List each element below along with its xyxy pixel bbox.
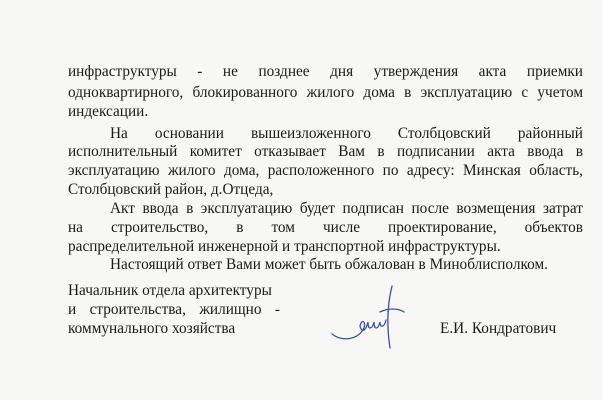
position-title-line: Начальник отдела архитектуры	[68, 282, 272, 299]
text-line: распределительной инженерной и транспортной инфраструктуры.	[68, 238, 501, 255]
text-line: эксплуатацию жилого дома, расположенного по адресу: Минская область,	[68, 162, 583, 179]
text-line: индексации.	[68, 103, 149, 120]
paragraph-start: Акт ввода в эксплуатацию будет подписан после возмещения затрат	[110, 200, 583, 217]
signatory-name: Е.И. Кондратович	[440, 320, 557, 337]
text-line: исполнительный комитет отказывает Вам в подписании акта ввода в	[68, 143, 583, 160]
text-line: Столбцовский район, д.Отцеда,	[68, 181, 274, 198]
position-title-line: коммунального хозяйства	[68, 320, 236, 337]
text-line: на строительство, в том числе проектирование, объектов	[68, 219, 583, 236]
text-line: одноквартирного, блокированного жилого дома в эксплуатацию с учетом	[68, 84, 583, 101]
position-title-line: и строительства, жилищно -	[68, 301, 280, 318]
paragraph-start: На основании вышеизложенного Столбцовский районный	[110, 125, 583, 142]
handwritten-signature	[328, 282, 408, 352]
text-line: инфраструктуры - не позднее дня утверждения акта приемки	[68, 63, 583, 80]
paragraph-start: Настоящий ответ Вами может быть обжалован в Миноблисполком.	[110, 256, 548, 273]
